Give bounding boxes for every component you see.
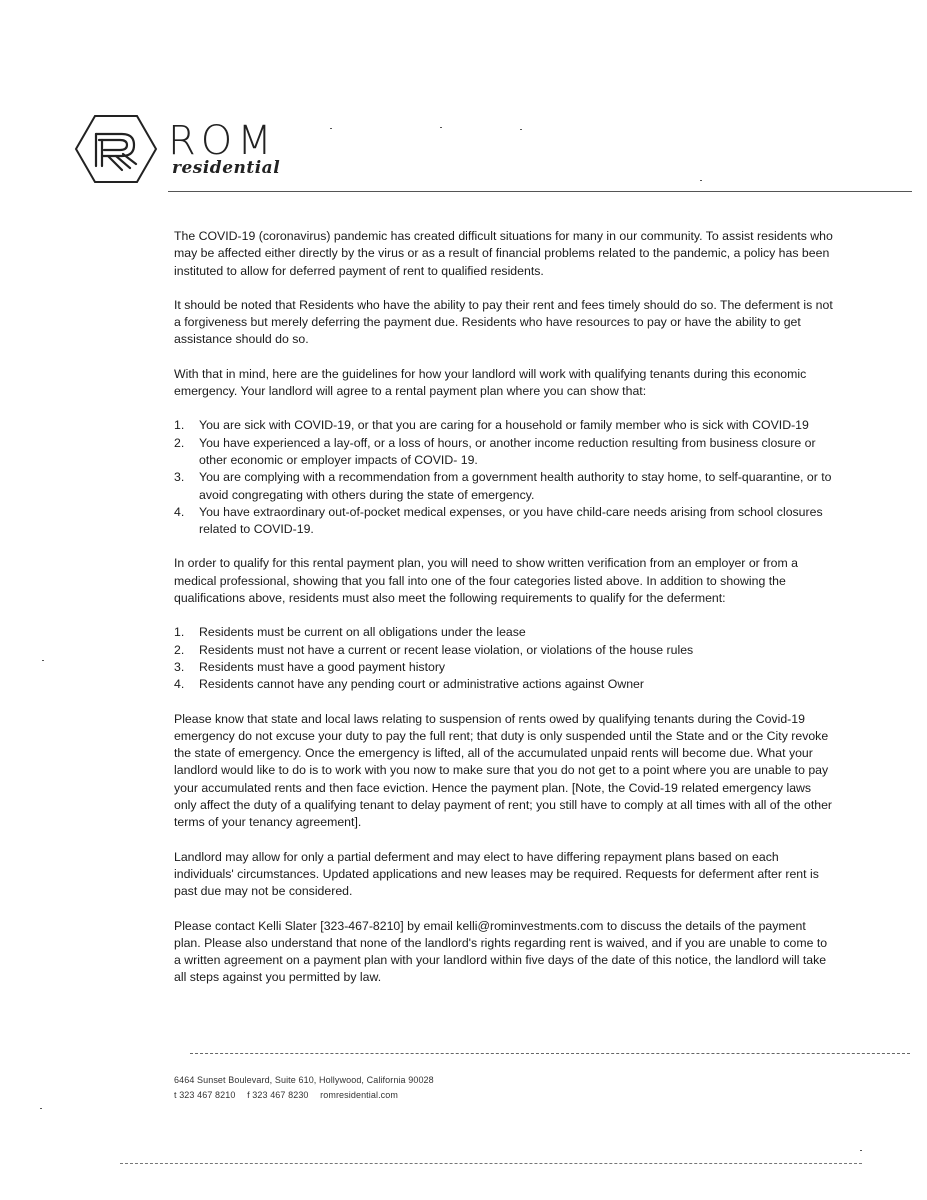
guidelines-paragraph: With that in mind, here are the guidelines for how your landlord will work with qualifying tenants during this economic emergency. Your landlord will agree to a rental payment plan where you can show that: (174, 366, 807, 399)
list-item: 1. Residents must be current on all obligations under the lease (174, 625, 526, 640)
qualifying-categories-list (174, 417, 834, 538)
footer-address: 6464 Sunset Boulevard, Suite 610, Hollywood, California 90028 (174, 1075, 434, 1085)
laws-paragraph: Please know that state and local laws relating to suspension of rents owed by qualifying tenants during the Covid-19 emergency do not excuse your duty to pay the full rent; that duty is only suspended until the State and or the City revoke the state of emergency. Once the emergency is lifted, all of the accumulated unpaid rents will become due. What your landlord would like to do is to work with you now to make sure that you do not get to a point where you are unable to pay your accumulated rents and then face eviction. Hence the payment plan. [Note, the Covid-19 related emergency laws only affect the duty of a qualifying tenant to delay payment of rent; you still have to comply at all times with all of the other terms of your tenancy agreement]. (174, 711, 833, 830)
list-item: 3. Residents must have a good payment history (174, 659, 446, 674)
scan-speck (520, 129, 522, 130)
footer-divider (190, 1053, 910, 1054)
scan-speck (860, 1150, 862, 1151)
requirements-list (174, 624, 834, 693)
scan-edge-line (120, 1163, 862, 1164)
letter-body (174, 228, 834, 1004)
scan-speck (42, 660, 44, 661)
note-paragraph: It should be noted that Residents who have the ability to pay their rent and fees timely should do so. The deferment is not a forgiveness but merely deferring the payment due. Residents who have resources to pay or have the ability to get assistance should do so. (174, 297, 833, 347)
footer-fax: f 323 467 8230 (247, 1090, 309, 1100)
qualify-paragraph: In order to qualify for this rental payment plan, you will need to show written verification from an employer or from a medical professional, showing that you fall into one of the four categories listed above. In addition to showing the qualifications above, residents must also meet the following requirements to qualify for the deferment: (174, 556, 799, 606)
scan-speck (330, 128, 332, 129)
scan-speck (700, 180, 702, 181)
header-divider (168, 191, 912, 192)
list-item: 3. You are complying with a recommendation from a government health authority to stay home, to self-quarantine, or to avoid congregating with others during the state of emergency. (174, 470, 832, 502)
scan-speck (40, 1108, 42, 1109)
scan-speck (440, 127, 442, 128)
footer-contact (174, 1088, 434, 1103)
list-item: 4. Residents cannot have any pending court or administrative actions against Owner (174, 677, 644, 692)
footer-phone: t 323 467 8210 (174, 1090, 236, 1100)
partial-deferment-paragraph: Landlord may allow for only a partial deferment and may elect to have differing repayment plans based on each individuals' circumstances. Updated applications and new leases may be required. Requests for deferment after rent is past due may not be considered. (174, 849, 819, 899)
list-item: 4. You have extraordinary out-of-pocket medical expenses, or you have child-care needs arising from school closures related to COVID-19. (174, 504, 823, 537)
contact-paragraph: Please contact Kelli Slater [323-467-8210] by email kelli@rominvestments.com to discuss the details of the payment plan. Please also understand that none of the landlord's rights regarding rent is waived, and if you are unable to come to a written agreement on a payment plan with your landlord within five days of the date of this notice, the landlord will take all steps against you permitted by law. (174, 918, 828, 985)
brand-name: ROM (168, 118, 277, 164)
footer-website: romresidential.com (320, 1090, 398, 1100)
intro-paragraph: The COVID-19 (coronavirus) pandemic has created difficult situations for many in our community. To assist residents who may be affected either directly by the virus or as a result of financial problems related to the pandemic, a policy has been instituted to allow for deferred payment of rent to qualified residents. (174, 229, 833, 278)
list-item: 1. You are sick with COVID-19, or that you are caring for a household or family member who is sick with COVID-19 (174, 418, 809, 433)
list-item: 2. You have experienced a lay-off, or a loss of hours, or another income reduction resulting from business closure or other economic or employer impacts of COVID- 19. (174, 435, 816, 467)
footer (174, 1073, 434, 1103)
list-item: 2. Residents must not have a current or recent lease violation, or violations of the house rules (174, 642, 694, 657)
brand-subtitle: residential (172, 158, 281, 178)
rom-logo-icon (74, 114, 158, 184)
